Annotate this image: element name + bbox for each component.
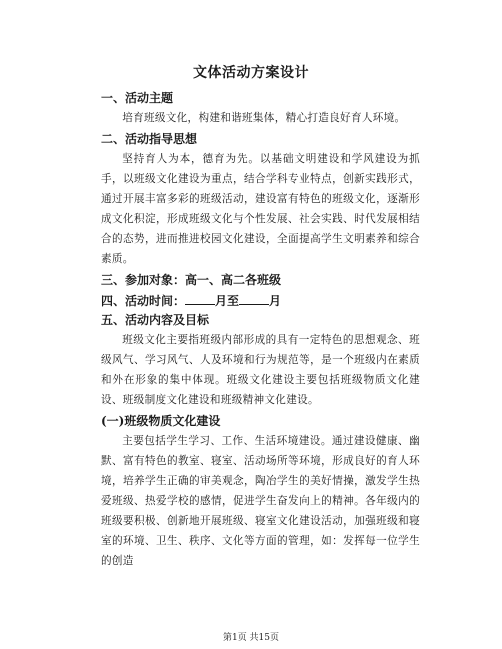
page-footer: 第1页 共15页 [222,633,280,643]
section-5-text: 班级文化主要指班级内部形成的具有一定特色的思想观念、班级风气、学习风气、人及环境和行为规范等，是一个班级内在素质和外在形象的集中体现。班级文化建设主要包括班级物质文化建设、班级制度文化建设和班级精神文化建设。 [101,334,420,406]
section-1-heading: 一、活动主题 [101,91,174,105]
subsection-1-heading: (一)班级物质文化建设 [101,414,221,428]
section-4-label: 四、活动时间： [101,294,186,308]
section-2-text: 坚持育人为本，德育为先。以基础文明建设和学风建设为抓手，以班级文化建设为重点，结合学科专业特点，创新实践形式，通过开展丰富多彩的班级活动，建设富有特色的班级文化，逐渐形成文化积淀，形成班级文化与个性发展、社会实践、时代发展相结合的态势，进而推进校园文化建设，全面提高学生文明素养和综合素质。 [101,153,420,265]
blank-line-1 [185,290,215,305]
document-title: 文体活动方案设计 [193,65,309,81]
section-3-heading: 三、参加对象：高一、高二各班级 [101,273,282,287]
document-body [101,88,420,573]
section-4-heading [101,290,420,310]
section-5-heading: 五、活动内容及目标 [101,313,210,327]
blank-line-2 [239,290,269,305]
section-4-month-2: 月 [269,294,282,308]
section-2-heading: 二、活动指导思想 [101,132,198,146]
subsection-1-text: 主要包括学生学习、工作、生活环境建设。通过建设健康、幽默、富有特色的教室、寝室、活动场所等环境，形成良好的育人环境，培养学生正确的审美观念，陶冶学生的美好情操，激发学生热爱班级、热爱学校的感情，促进学生奋发向上的精神。各年级内的班级要积极、创新地开展班级、寝室文化建设活动，加强班级和寝室的环境、卫生、秩序、文化等方面的管理，如：发挥每一位学生的创造 [101,435,420,567]
section-4-month-1: 月至 [215,294,240,308]
section-1-text: 培育班级文化，构建和谐班集体，精心打造良好育人环境。 [122,112,406,124]
